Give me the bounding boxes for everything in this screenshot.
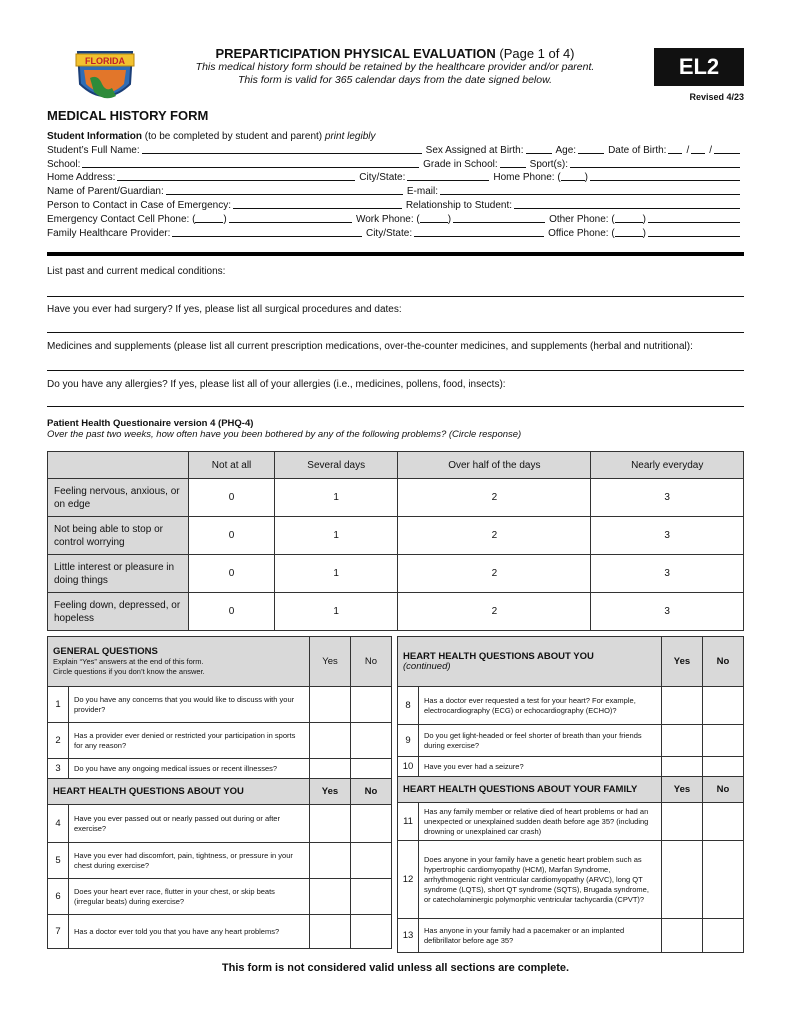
table-row	[48, 555, 744, 593]
table-row: 12 Does anyone in your family have a genetic heart problem such as hypertrophic cardiomyopathy (HCM), Marfan Syndrome, arrhythmogenic right ventricular cardiomyopathy (ARVC), long QT syndrome (LQTS), short QT syndrome (SQTS), Brugada syndrome, or catecholaminergic polymorphic ventricular tachycardia (CPVT)?	[398, 841, 744, 919]
table-row: 5 Have you ever had discomfort, pain, tightness, or pressure in your chest during exercise?	[48, 843, 392, 879]
heart-continued-header: HEART HEALTH QUESTIONS ABOUT YOU (continued)	[398, 637, 662, 687]
phq-score[interactable]: 1	[275, 479, 398, 517]
no-checkbox[interactable]	[351, 805, 392, 843]
section-divider	[47, 252, 744, 256]
allergies-question: Do you have any allergies? If yes, please list all of your allergies (i.e., medicines, pollens, food, insects):	[47, 379, 506, 390]
question-text: Have you ever had discomfort, pain, tightness, or pressure in your chest during exercise?	[69, 843, 310, 879]
emergency-contact-field[interactable]	[233, 199, 402, 209]
emergency-cell-field[interactable]	[229, 213, 352, 223]
student-info-section: Student Information (to be completed by student and parent) print legibly Student’s Full Name: Sex Assigned at Birth: Age: Date of Birth: / / School: Grade in School: Sport(s): Home Address: City/State: Home Phone: ( ) Name of Parent/Guardian: E-mail: Person to Contact in Case of Emergency: Relationship to Student: Emergency Contact Cell Phone: ( ) Work Phone: ( ) Other Phone: ( ) Family Healthcare Provider: City/State: Office Phone: ( )	[47, 130, 744, 240]
provider-field[interactable]	[172, 227, 362, 237]
question-text: Do you have any concerns that you would like to discuss with your provider?	[69, 687, 310, 723]
medical-conditions-question: List past and current medical conditions:	[47, 266, 226, 277]
question-text: Does anyone in your family have a genetic heart problem such as hypertrophic cardiomyopathy (HCM), Marfan Syndrome, arrhythmogenic right ventricular cardiomyopathy (ARVC), long QT syndrome (LQTS), short QT syndrome (SQTS), Brugada syndrome, or catecholaminergic polymorphic ventricular tachycardia (CPVT)?	[419, 841, 662, 919]
medical-conditions-line[interactable]	[47, 296, 744, 297]
table-row	[48, 479, 744, 517]
yes-checkbox[interactable]	[662, 725, 703, 757]
question-text: Have you ever passed out or nearly passed out during or after exercise?	[69, 805, 310, 843]
other-phone-area-field[interactable]	[615, 213, 643, 223]
phq-row-label: Feeling down, depressed, or hopeless	[48, 593, 189, 631]
relationship-field[interactable]	[514, 199, 740, 209]
age-field[interactable]	[578, 144, 604, 154]
table-row	[48, 593, 744, 631]
yes-checkbox[interactable]	[310, 723, 351, 759]
page-indicator: (Page 1 of 4)	[499, 46, 575, 61]
other-phone-field[interactable]	[648, 213, 740, 223]
retention-note: This medical history form should be retained by the healthcare provider and/or parent.	[195, 61, 595, 73]
dob-day-field[interactable]	[691, 144, 705, 154]
no-checkbox[interactable]	[703, 757, 744, 777]
phq-col-header: Nearly everyday	[591, 452, 744, 479]
phq-heading	[47, 418, 521, 440]
no-checkbox[interactable]	[351, 879, 392, 915]
yes-checkbox[interactable]	[662, 841, 703, 919]
heart-questions-header: HEART HEALTH QUESTIONS ABOUT YOU	[48, 779, 310, 805]
phq-instruction: Over the past two weeks, how often have you been bothered by any of the following problems? (Circle response)	[47, 429, 522, 440]
question-text: Do you get light-headed or feel shorter of breath than your friends during exercise?	[419, 725, 662, 757]
yes-checkbox[interactable]	[310, 687, 351, 723]
work-phone-area-field[interactable]	[420, 213, 448, 223]
no-header: No	[703, 637, 744, 687]
city-state-field[interactable]	[407, 171, 489, 181]
table-row: 4 Have you ever passed out or nearly passed out during or after exercise?	[48, 805, 392, 843]
phq-score[interactable]: 3	[591, 517, 744, 555]
yes-checkbox[interactable]	[662, 919, 703, 953]
svg-text:FLORIDA: FLORIDA	[85, 56, 125, 66]
yes-header: Yes	[662, 777, 703, 803]
grade-field[interactable]	[500, 158, 526, 168]
email-field[interactable]	[440, 185, 740, 195]
surgery-line[interactable]	[47, 332, 744, 333]
yes-header: Yes	[662, 637, 703, 687]
home-phone-area-field[interactable]	[561, 171, 585, 181]
table-row: 13 Has anyone in your family had a pacemaker or an implanted defibrillator before age 35?	[398, 919, 744, 953]
table-row: 7 Has a doctor ever told you that you have any heart problems?	[48, 915, 392, 949]
phq-score[interactable]: 1	[275, 555, 398, 593]
home-address-field[interactable]	[117, 171, 355, 181]
yes-checkbox[interactable]	[662, 757, 703, 777]
no-header: No	[351, 779, 392, 805]
table-row	[48, 517, 744, 555]
phq-title: Patient Health Questionaire version 4 (PHQ-4)	[47, 418, 254, 429]
yes-checkbox[interactable]	[662, 803, 703, 841]
general-questions-header: GENERAL QUESTIONS Explain “Yes” answers at the end of this form. Circle questions if you don’t know the answer.	[48, 637, 310, 687]
no-checkbox[interactable]	[703, 841, 744, 919]
emergency-cell-area-field[interactable]	[195, 213, 223, 223]
phq-col-header: Not at all	[189, 452, 275, 479]
no-checkbox[interactable]	[351, 723, 392, 759]
question-text: Has anyone in your family had a pacemaker or an implanted defibrillator before age 35?	[419, 919, 662, 953]
phq-score[interactable]: 3	[591, 555, 744, 593]
phq-score[interactable]: 1	[275, 593, 398, 631]
table-row: 1 Do you have any concerns that you would like to discuss with your provider?	[48, 687, 392, 723]
family-questions-header: HEART HEALTH QUESTIONS ABOUT YOUR FAMILY	[398, 777, 662, 803]
validity-note: This form is valid for 365 calendar days from the date signed below.	[238, 74, 552, 86]
phq-row-label: Feeling nervous, anxious, or on edge	[48, 479, 189, 517]
phq-score[interactable]: 3	[591, 479, 744, 517]
phq-score[interactable]: 2	[398, 555, 591, 593]
yes-header: Yes	[310, 779, 351, 805]
question-text: Do you have any ongoing medical issues or recent illnesses?	[69, 759, 310, 779]
question-text: Has any family member or relative died of heart problems or had an unexpected or unexplained sudden death before age 35? (including drowning or unexplained car crash)	[419, 803, 662, 841]
student-info-heading: Student Information (to be completed by student and parent) print legibly	[47, 131, 376, 142]
yes-checkbox[interactable]	[310, 915, 351, 949]
dob-year-field[interactable]	[714, 144, 740, 154]
phq-score[interactable]: 0	[189, 593, 275, 631]
table-row: 6 Does your heart ever race, flutter in your chest, or skip beats (irregular beats) during exercise?	[48, 879, 392, 915]
table-row: 11 Has any family member or relative died of heart problems or had an unexpected or unexplained sudden death before age 35? (including drowning or unexplained car crash)	[398, 803, 744, 841]
yes-checkbox[interactable]	[310, 879, 351, 915]
validity-footer: This form is not considered valid unless all sections are complete.	[221, 962, 570, 974]
yes-checkbox[interactable]	[310, 805, 351, 843]
form-code: EL2	[654, 48, 744, 86]
phq-corner	[48, 452, 189, 479]
phq-score[interactable]: 2	[398, 517, 591, 555]
parent-name-field[interactable]	[166, 185, 403, 195]
yes-checkbox[interactable]	[310, 843, 351, 879]
sports-field[interactable]	[570, 158, 740, 168]
no-checkbox[interactable]	[351, 915, 392, 949]
no-checkbox[interactable]	[703, 803, 744, 841]
no-checkbox[interactable]	[351, 759, 392, 779]
medicines-question: Medicines and supplements (please list all current prescription medications, over-the-counter medicines, and supplements (herbal and nutritional):	[47, 341, 693, 352]
no-header: No	[351, 637, 392, 687]
phq-col-header: Several days	[275, 452, 398, 479]
table-row: 3 Do you have any ongoing medical issues or recent illnesses?	[48, 759, 392, 779]
heart-family-questions-table	[397, 636, 744, 953]
table-row: 10 Have you ever had a seizure?	[398, 757, 744, 777]
phq-row-label: Not being able to stop or control worrying	[48, 517, 189, 555]
phq-score[interactable]: 1	[275, 517, 398, 555]
table-row: 9 Do you get light-headed or feel shorter of breath than your friends during exercise?	[398, 725, 744, 757]
no-checkbox[interactable]	[703, 725, 744, 757]
table-row: 8 Has a doctor ever requested a test for your heart? For example, electrocardiography (ECG) or echocardiography (ECHO)?	[398, 687, 744, 725]
section-title: MEDICAL HISTORY FORM	[47, 108, 209, 123]
form-title-block	[160, 46, 630, 87]
form-title: PREPARTICIPATION PHYSICAL EVALUATION	[215, 46, 496, 61]
work-phone-field[interactable]	[453, 213, 545, 223]
home-phone-field[interactable]	[590, 171, 740, 181]
dob-month-field[interactable]	[668, 144, 682, 154]
general-heart-questions-table	[47, 636, 392, 949]
sex-field[interactable]	[526, 144, 552, 154]
provider-city-field[interactable]	[414, 227, 544, 237]
no-checkbox[interactable]	[703, 919, 744, 953]
phq-score[interactable]: 0	[189, 517, 275, 555]
no-checkbox[interactable]	[703, 687, 744, 725]
question-text: Has a provider ever denied or restricted your participation in sports for any reason?	[69, 723, 310, 759]
office-phone-field[interactable]	[648, 227, 740, 237]
phq-score[interactable]: 3	[591, 593, 744, 631]
phq-table	[47, 451, 744, 631]
phq-score[interactable]: 0	[189, 479, 275, 517]
allergies-line[interactable]	[47, 406, 744, 407]
phq-score[interactable]: 2	[398, 479, 591, 517]
medicines-line[interactable]	[47, 370, 744, 371]
yes-header: Yes	[310, 637, 351, 687]
revision-date: Revised 4/23	[689, 92, 744, 102]
surgery-question: Have you ever had surgery? If yes, please list all surgical procedures and dates:	[47, 304, 402, 315]
question-text: Have you ever had a seizure?	[419, 757, 662, 777]
question-text: Does your heart ever race, flutter in your chest, or skip beats (irregular beats) during exercise?	[69, 879, 310, 915]
phq-col-header: Over half of the days	[398, 452, 591, 479]
no-header: No	[703, 777, 744, 803]
question-text: Has a doctor ever requested a test for your heart? For example, electrocardiography (ECG) or echocardiography (ECHO)?	[419, 687, 662, 725]
phq-row-label: Little interest or pleasure in doing things	[48, 555, 189, 593]
no-checkbox[interactable]	[351, 843, 392, 879]
fhsaa-logo	[72, 44, 138, 108]
question-text: Has a doctor ever told you that you have any heart problems?	[69, 915, 310, 949]
no-checkbox[interactable]	[351, 687, 392, 723]
yes-checkbox[interactable]	[310, 759, 351, 779]
phq-score[interactable]: 2	[398, 593, 591, 631]
student-name-field[interactable]	[142, 144, 422, 154]
yes-checkbox[interactable]	[662, 687, 703, 725]
school-field[interactable]	[82, 158, 419, 168]
office-phone-area-field[interactable]	[615, 227, 643, 237]
table-row: 2 Has a provider ever denied or restricted your participation in sports for any reason?	[48, 723, 392, 759]
phq-score[interactable]: 0	[189, 555, 275, 593]
